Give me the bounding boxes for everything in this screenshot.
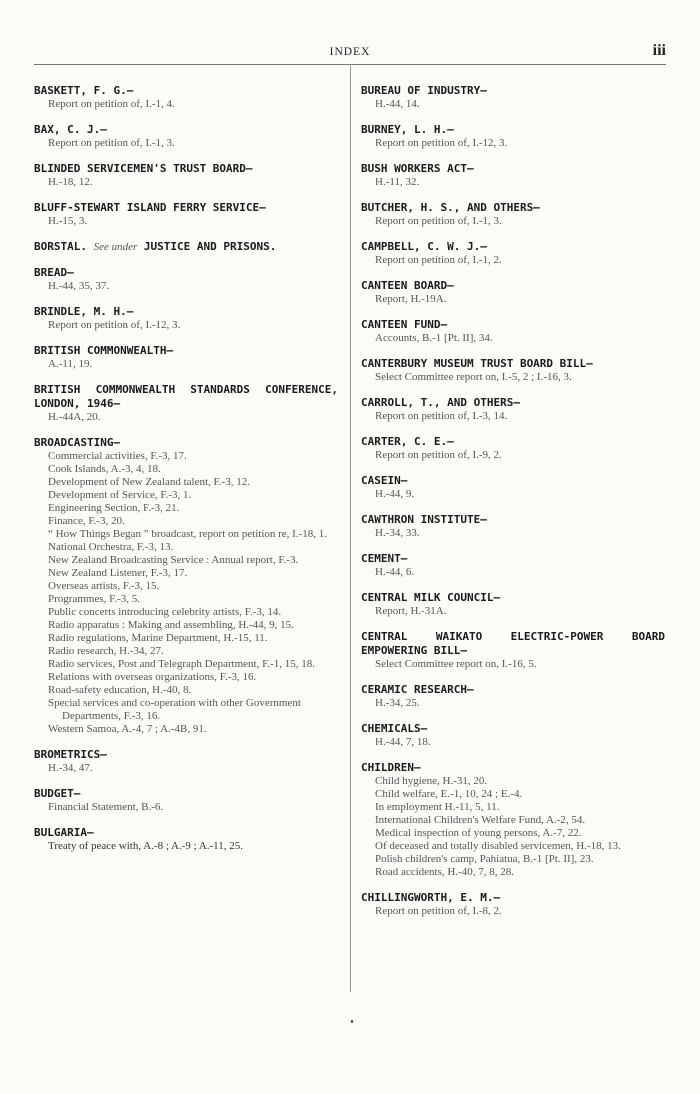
entry-heading [361,683,665,697]
page-title: INDEX [329,46,371,58]
entry-subitem: H.-44A, 20. [48,411,101,423]
entry-heading-text: CANTERBURY MUSEUM TRUST BOARD BILL— [361,357,593,370]
entry-subitem: H.-34, 47. [48,762,93,774]
entry-heading-text: BASKETT, F. G.— [34,84,134,97]
entry-heading-text: BRINDLE, M. H.— [34,305,134,318]
entry-heading-text: BURNEY, L. H.— [361,123,454,136]
entry-subitem: Special services and co-operation with other Government Departments, F.-3, 16. [48,697,301,722]
entry-heading [34,383,338,411]
entry-subitem: Development of New Zealand talent, F.-3, 12. [48,476,250,488]
right-column [361,84,665,930]
index-entry [361,474,665,501]
entry-subitem: Child welfare, E.-1, 10, 24 ; E.-4. [375,788,523,800]
entry-subitem: Development of Service, F.-3, 1. [48,489,192,501]
index-entry [361,123,665,150]
index-entry [34,383,338,424]
entry-subitem: Western Samoa, A.-4, 7 ; A.-4B, 91. [48,723,207,735]
index-entry [34,748,338,775]
index-entry [34,436,338,736]
entry-heading-text: CARROLL, T., AND OTHERS— [361,396,520,409]
entry-heading [34,826,338,840]
entry-heading-text: CHILDREN— [361,761,421,774]
entry-heading [361,513,665,527]
entry-subitem: Public concerts introducing celebrity artists, F.-3, 14. [48,606,282,618]
entry-subitem: H.-44, 6. [375,566,415,578]
entry-heading-text: BAX, C. J.— [34,123,107,136]
entry-subitem: Accounts, B.-1 [Pt. II], 34. [375,332,493,344]
entry-heading [34,201,338,215]
see-reference: See under [93,241,138,253]
entry-heading-text: BUREAU OF INDUSTRY— [361,84,487,97]
entry-heading [361,201,665,215]
entry-subitem: New Zealand Broadcasting Service : Annual report, F.-3. [48,554,299,566]
entry-subitem: H.-44, 7, 18. [375,736,431,748]
left-column [34,84,338,865]
entry-heading-text: BRITISH COMMONWEALTH— [34,344,174,357]
entry-subitem: Select Committee report on, I.-5, 2 ; I.-16, 3. [375,371,572,383]
entry-heading-text: BUTCHER, H. S., AND OTHERS— [361,201,540,214]
entry-subitem: H.-44, 9. [375,488,415,500]
entry-subitem: Radio apparatus : Making and assembling, H.-44, 9, 15. [48,619,294,631]
entry-heading [34,436,338,450]
entry-heading-text: BROADCASTING— [34,436,121,449]
entry-heading-text: CEMENT— [361,552,408,565]
entry-heading [34,123,338,137]
entry-heading [361,474,665,488]
entry-subitem: Radio services, Post and Telegraph Department, F.-1, 15, 18. [48,658,315,670]
entry-heading-text: CANTEEN FUND— [361,318,448,331]
entry-subitem: Report on petition of, I.-3, 14. [375,410,508,422]
entry-subitem: Medical inspection of young persons, A.-7, 22. [375,827,582,839]
entry-heading [34,748,338,762]
entry-subitem: “ How Things Began ” broadcast, report on petition re, I.-18, 1. [48,528,328,540]
index-entry [34,123,338,150]
index-entry [34,266,338,293]
entry-subitem: H.-18, 12. [48,176,93,188]
entry-subitem: Treaty of peace with, A.-8 ; A.-9 ; A.-11, 25. [48,840,244,852]
index-entry [34,826,338,853]
entry-heading-text: BORSTAL. [34,240,87,253]
entry-heading [34,787,338,801]
entry-subitem: Finance, F.-3, 20. [48,515,125,527]
index-entry [361,84,665,111]
entry-heading [361,396,665,410]
entry-heading-text: BUDGET— [34,787,81,800]
entry-heading [361,240,665,254]
entry-subitem: Financial Statement, B.-6. [48,801,164,813]
entry-subitem: Report on petition of, I.-1, 2. [375,254,502,266]
entry-subitem: Programmes, F.-3, 5. [48,593,141,605]
index-entry [361,279,665,306]
entry-subitem: Cook Islands, A.-3, 4, 18. [48,463,161,475]
index-entry [361,513,665,540]
index-entry [361,162,665,189]
entry-subitem: H.-44, 35, 37. [48,280,110,292]
entry-subitem: Report on petition of, I.-8, 2. [375,905,502,917]
entry-subitem: Select Committee report on, I.-16, 5. [375,658,537,670]
entry-heading-text: CASEIN— [361,474,408,487]
index-entry [361,761,665,879]
entry-subitem: Road accidents, H.-40, 7, 8, 28. [375,866,514,878]
index-entry [34,84,338,111]
index-entry [361,435,665,462]
entry-subitem: Radio research, H.-34, 27. [48,645,164,657]
entry-heading [361,84,665,98]
entry-heading [361,552,665,566]
entry-heading [361,591,665,605]
entry-heading-text: BULGARIA— [34,826,94,839]
entry-heading-text: CERAMIC RESEARCH— [361,683,474,696]
entry-subitem: In employment H.-11, 5, 11. [375,801,500,813]
entry-heading [361,630,665,658]
entry-subitem: Polish children's camp, Pahiatua, B.-1 [Pt. II], 23. [375,853,594,865]
entry-heading [34,305,338,319]
entry-subitem: Overseas artists, F.-3, 15. [48,580,160,592]
entry-subitem: Report on petition of, I.-9, 2. [375,449,502,461]
index-entry [34,240,338,254]
entry-subitem: Radio regulations, Marine Department, H.-15, 11. [48,632,268,644]
index-entry [361,552,665,579]
index-entry [361,357,665,384]
entry-heading-text: BUSH WORKERS ACT— [361,162,474,175]
entry-subitem: Report, H.-31A. [375,605,447,617]
entry-subitem: New Zealand Listener, F.-3, 17. [48,567,188,579]
index-entry [361,591,665,618]
entry-subitem: Report on petition of, I.-12, 3. [48,319,181,331]
index-entry [361,630,665,671]
entry-subitem: H.-15, 3. [48,215,88,227]
entry-heading [361,722,665,736]
entry-subitem: Report on petition of, I.-12, 3. [375,137,508,149]
index-entry [34,305,338,332]
entry-heading [34,266,338,280]
entry-heading [361,162,665,176]
index-entry [34,344,338,371]
entry-heading [34,162,338,176]
ink-mark [351,1020,353,1023]
entry-subitem: Report on petition of, I.-1, 3. [48,137,175,149]
entry-heading [361,891,665,905]
entry-subitem: Report on petition of, I.-1, 4. [48,98,175,110]
index-entry [361,722,665,749]
entry-subitem: Report on petition of, I.-1, 3. [375,215,502,227]
entry-subitem: H.-11, 32. [375,176,420,188]
index-entry [361,201,665,228]
entry-subitem: H.-44, 14. [375,98,420,110]
entry-heading [361,435,665,449]
entry-subitem: Relations with overseas organizations, F.-3, 16. [48,671,257,683]
index-entry [34,787,338,814]
entry-subitem: Commercial activities, F.-3, 17. [48,450,187,462]
entry-subitem: Of deceased and totally disabled servicemen, H.-18, 13. [375,840,621,852]
entry-heading [361,357,665,371]
entry-heading [361,318,665,332]
entry-subitem: Engineering Section, F.-3, 21. [48,502,180,514]
column-divider [350,64,351,992]
entry-heading-text: CHEMICALS— [361,722,428,735]
entry-subitem: Report, H.-19A. [375,293,447,305]
page-header [34,44,666,64]
entry-subitem: National Orchestra, F.-3, 13. [48,541,174,553]
entry-subitem: H.-34, 33. [375,527,420,539]
index-entry [361,683,665,710]
entry-heading-text: CHILLINGWORTH, E. M.— [361,891,501,904]
entry-heading-text: CENTRAL WAIKATO ELECTRIC-POWER BOARD EMPOWERING BILL— [361,630,665,657]
index-entry [361,240,665,267]
index-entry [34,162,338,189]
entry-heading [361,761,665,775]
page-number: iii [652,42,666,59]
entry-heading-text: BREAD— [34,266,74,279]
entry-heading-text: BLINDED SERVICEMEN'S TRUST BOARD— [34,162,253,175]
entry-subitem: A.-11, 19. [48,358,93,370]
index-entry [361,891,665,918]
entry-heading-text: CAMPBELL, C. W. J.— [361,240,487,253]
entry-heading [34,344,338,358]
entry-heading-text: BLUFF-STEWART ISLAND FERRY SERVICE— [34,201,266,214]
index-entry [361,318,665,345]
entry-heading [34,240,338,254]
entry-subitem: Road-safety education, H.-40, 8. [48,684,192,696]
index-entry [361,396,665,423]
entry-subitem: International Children's Welfare Fund, A.-2, 54. [375,814,586,826]
see-target: JUSTICE AND PRISONS. [143,240,277,253]
index-entry [34,201,338,228]
entry-subitem: H.-34, 25. [375,697,420,709]
entry-heading-text: CANTEEN BOARD— [361,279,454,292]
entry-heading-text: CAWTHRON INSTITUTE— [361,513,487,526]
entry-heading-text: CENTRAL MILK COUNCIL— [361,591,501,604]
entry-heading-text: BRITISH COMMONWEALTH STANDARDS CONFERENCE, LONDON, 1946— [34,383,338,410]
entry-heading [361,279,665,293]
entry-heading [361,123,665,137]
entry-subitem: Child hygiene, H.-31, 20. [375,775,488,787]
entry-heading-text: BROMETRICS— [34,748,107,761]
entry-heading [34,84,338,98]
entry-heading-text: CARTER, C. E.— [361,435,454,448]
